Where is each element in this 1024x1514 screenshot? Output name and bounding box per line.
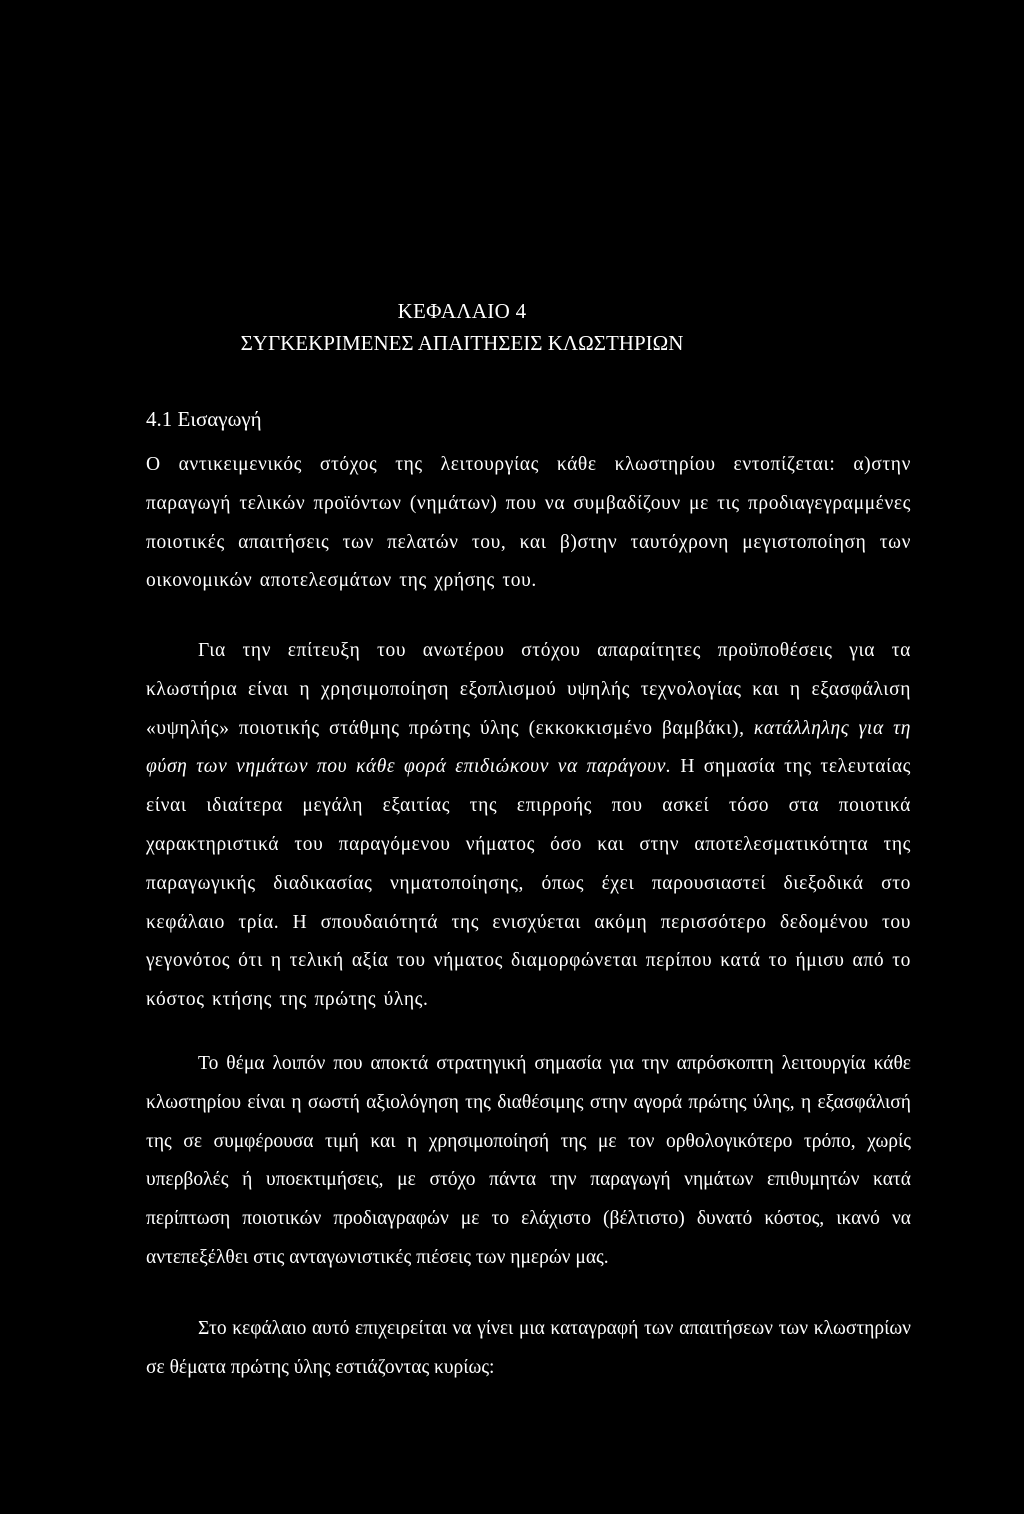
paragraph-intro: Ο αντικειμενικός στόχος της λειτουργίας κάθε κλωστηρίου εντοπίζεται: α)στην παραγωγή τελικών προϊόντων (νημάτων) που να συμβαδίζουν με τις προδιαγεγραμμένες ποιοτικές απαιτήσεις των πελατών του, και β)στην ταυτόχρονη μεγιστοποίηση των οικονομικών αποτελεσμάτων της χρήσης του. bbox=[146, 454, 911, 592]
chapter-label: ΚΕΦΑΛΑΙΟ 4 bbox=[397, 299, 527, 323]
paragraph-strategic: Το θέμα λοιπόν που αποκτά στρατηγική σημασία για την απρόσκοπτη λειτουργία κάθε κλωστηρίου είναι η σωστή αξιολόγηση της διαθέσιμης στην αγορά πρώτης ύλης, η εξασφάλισή της σε συμφέρουσα τιμή και η χρησιμοποίησή της με τον ορθολογικότερο τρόπο, χωρίς υπερβολές ή υποεκτιμήσεις, με στόχο πάντα την παραγωγή νημάτων επιθυμητών κατά περίπτωση ποιοτικών προδιαγραφών με το ελάχιστο (βέλτιστο) δυνατό κόστος, ικανό να αντεπεξέλθει στις ανταγωνιστικές πιέσεις των ημερών μας. bbox=[146, 1053, 911, 1268]
paragraph-requirements-end: Η σημασία της τελευταίας είναι ιδιαίτερα μεγάλη εξαιτίας της επιρροής που ασκεί τόσο στα ποιοτικά χαρακτηριστικά του παραγόμενου νήματος όσο και στην αποτελεσματικότητα της παραγωγικής διαδικασίας νηματοποίησης, όπως έχει παρουσιαστεί διεξοδικά στο κεφάλαιο τρία. Η σπουδαιότητά της ενισχύεται ακόμη περισσότερο δεδομένου του γεγονότος ότι η τελική αξία του νήματος διαμορφώνεται περίπου κατά το ήμισυ από το κόστος κτήσης της πρώτης ύλης. bbox=[146, 756, 911, 1011]
paragraph-chapter-focus: Στο κεφάλαιο αυτό επιχειρείται να γίνει μια καταγραφή των απαιτήσεων των κλωστηρίων σε θέματα πρώτης ύλης εστιάζοντας κυρίως: bbox=[146, 1318, 911, 1378]
paragraph-requirements bbox=[146, 632, 911, 1020]
section-heading: 4.1 Εισαγωγή bbox=[146, 407, 262, 431]
paragraph-requirements-start: Για την επίτευξη του ανωτέρου στόχου απαραίτητες προϋποθέσεις για τα κλωστήρια είναι η χρησιμοποίηση εξοπλισμού υψηλής τεχνολογίας και η εξασφάλιση «υψηλής» ποιοτικής στάθμης πρώτης ύλης (εκκοκκισμένο βαμβάκι), bbox=[146, 640, 911, 739]
paragraph-requirements-italic: κατάλληλης για τη φύση των νημάτων που κάθε φορά επιδιώκουν να παράγουν. bbox=[146, 717, 911, 778]
chapter-title: ΣΥΓΚΕΚΡΙΜΕΝΕΣ ΑΠΑΙΤΗΣΕΙΣ ΚΛΩΣΤΗΡΙΩΝ bbox=[240, 331, 684, 355]
